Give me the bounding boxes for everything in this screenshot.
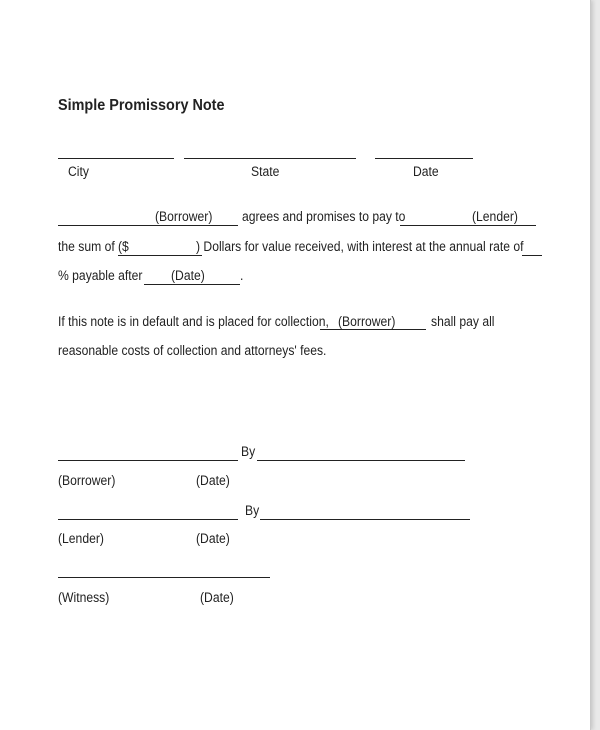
borrower-name-blank (58, 225, 238, 226)
city-label: City (68, 164, 89, 179)
document-title: Simple Promissory Note (58, 97, 225, 114)
state-blank (184, 158, 356, 159)
lender-name-blank (400, 225, 536, 226)
payable-date-blank (144, 284, 240, 285)
witness-date-label: (Date) (200, 590, 234, 605)
costs-text: reasonable costs of collection and attorneys' fees. (58, 343, 327, 358)
agrees-text: agrees and promises to pay to (242, 209, 406, 224)
witness-signature-line (58, 577, 270, 578)
default-borrower-placeholder: (Borrower) (338, 314, 396, 329)
shall-pay-text: shall pay all (431, 314, 495, 329)
percent-payable-text: % payable after (58, 268, 143, 283)
lender-role-label: (Lender) (58, 531, 104, 546)
lender-placeholder: (Lender) (472, 209, 518, 224)
payable-date-placeholder: (Date) (171, 268, 205, 283)
amount-blank (118, 255, 202, 256)
sum-of-text: the sum of (58, 239, 115, 254)
date-label: Date (413, 164, 439, 179)
borrower-by-line (257, 460, 465, 461)
dollar-symbol: ($ (118, 239, 129, 254)
borrower-signature-line (58, 460, 238, 461)
lender-date-label: (Date) (196, 531, 230, 546)
lender-signature-line (58, 519, 238, 520)
borrower-placeholder: (Borrower) (155, 209, 213, 224)
date-blank (375, 158, 473, 159)
witness-role-label: (Witness) (58, 590, 110, 605)
default-text: If this note is in default and is placed for collection, (58, 314, 329, 329)
borrower-by-label: By (241, 444, 256, 459)
dollars-text: ) Dollars for value received, with interest at the annual rate of (196, 239, 524, 254)
period: . (240, 268, 244, 283)
default-borrower-blank (320, 329, 426, 330)
city-blank (58, 158, 174, 159)
lender-by-label: By (245, 503, 260, 518)
rate-blank (522, 255, 542, 256)
borrower-date-label: (Date) (196, 473, 230, 488)
state-label: State (251, 164, 280, 179)
borrower-role-label: (Borrower) (58, 473, 116, 488)
lender-by-line (260, 519, 470, 520)
